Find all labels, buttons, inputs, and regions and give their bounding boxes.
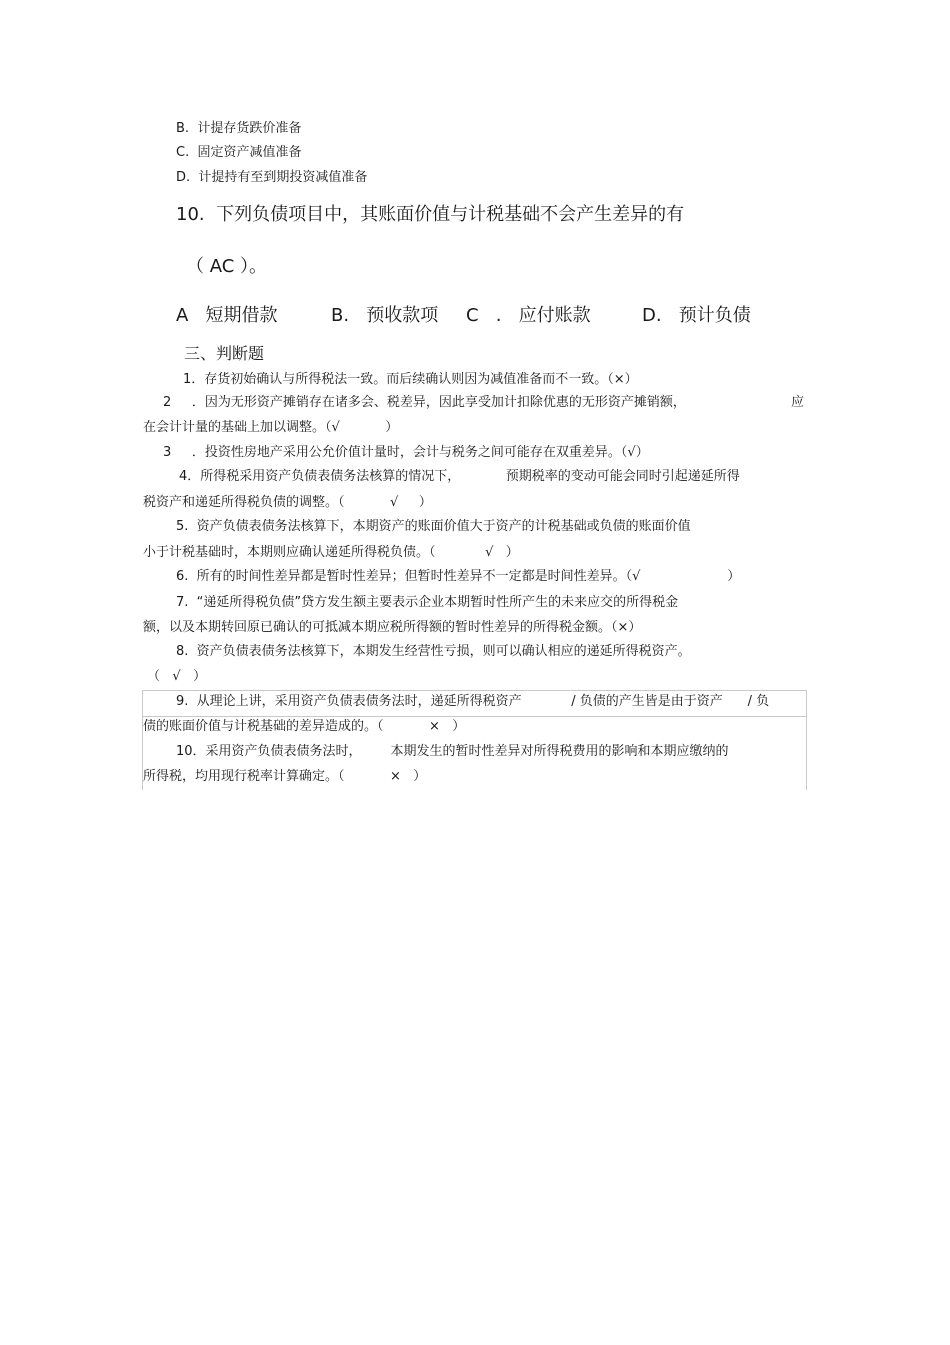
judgment-2-line-1: 2 ．因为无形资产摊销存在诸多会、税差异，因此享受加计扣除优惠的无形资产摊销额， bbox=[163, 395, 686, 410]
section-title: 三、判断题 bbox=[184, 344, 265, 363]
judgment-10-line-2: 所得税，均用现行税率计算确定。（ × ） bbox=[143, 769, 427, 784]
question-10-answer: （ AC ）。 bbox=[186, 256, 268, 277]
judgment-8-line-2: （ √ ） bbox=[147, 669, 207, 684]
question-10-option-b: B. 预收款项 bbox=[331, 305, 439, 326]
table-border-top bbox=[143, 690, 806, 691]
judgment-2-line-1-end: 应 bbox=[791, 395, 805, 410]
judgment-6: 6. 所有的时间性差异都是暂时性差异；但暂时性差异不一定都是时间性差异。（√ ） bbox=[176, 569, 741, 584]
question-10-stem: 10. 下列负债项目中，其账面价值与计税基础不会产生差异的有 bbox=[176, 204, 685, 225]
table-border-middle bbox=[143, 716, 806, 717]
option-d: D. 计提持有至到期投资减值准备 bbox=[176, 170, 368, 185]
judgment-3: 3 ．投资性房地产采用公允价值计量时，会计与税务之间可能存在双重差异。（√） bbox=[163, 445, 649, 460]
judgment-10-line-1: 10．采用资产负债表债务法时， 本期发生的暂时性差异对所得税费用的影响和本期应缴纳的 bbox=[176, 744, 729, 759]
judgment-9-line-1: 9. 从理论上讲，采用资产负债表债务法时，递延所得税资产 / 负债的产生皆是由于资产 / 负 bbox=[176, 694, 770, 709]
question-10-option-d: D. 预计负债 bbox=[642, 305, 751, 326]
judgment-5-line-1: 5. 资产负债表债务法核算下，本期资产的账面价值大于资产的计税基础或负债的账面价值 bbox=[176, 519, 691, 534]
judgment-9-line-2: 债的账面价值与计税基础的差异造成的。（ × ） bbox=[143, 719, 466, 734]
option-c: C. 固定资产减值准备 bbox=[176, 145, 302, 160]
judgment-7-line-1: 7. “递延所得税负债”贷方发生额主要表示企业本期暂时性所产生的未来应交的所得税金 bbox=[176, 595, 679, 610]
question-10-option-c: C . 应付账款 bbox=[466, 305, 591, 326]
table-border-left bbox=[142, 690, 143, 790]
judgment-8-line-1: 8. 资产负债表债务法核算下，本期发生经营性亏损，则可以确认相应的递延所得税资产。 bbox=[176, 644, 691, 659]
judgment-4-line-2: 税资产和递延所得税负债的调整。（ √ ） bbox=[143, 495, 432, 510]
table-border-right bbox=[806, 690, 807, 790]
judgment-1: 1．存货初始确认与所得税法一致。而后续确认则因为减值准备而不一致。（×） bbox=[183, 372, 638, 387]
judgment-4-line-1: 4．所得税采用资产负债表债务法核算的情况下， 预期税率的变动可能会同时引起递延所得 bbox=[179, 469, 740, 484]
question-10-option-a: A 短期借款 bbox=[176, 305, 278, 326]
judgment-7-line-2: 额，以及本期转回原已确认的可抵减本期应税所得额的暂时性差异的所得税金额。（×） bbox=[143, 620, 642, 635]
judgment-2-line-2: 在会计计量的基础上加以调整。（√ ） bbox=[143, 420, 399, 435]
option-b: B. 计提存货跌价准备 bbox=[176, 121, 302, 136]
judgment-5-line-2: 小于计税基础时，本期则应确认递延所得税负债。（ √ ） bbox=[143, 545, 519, 560]
